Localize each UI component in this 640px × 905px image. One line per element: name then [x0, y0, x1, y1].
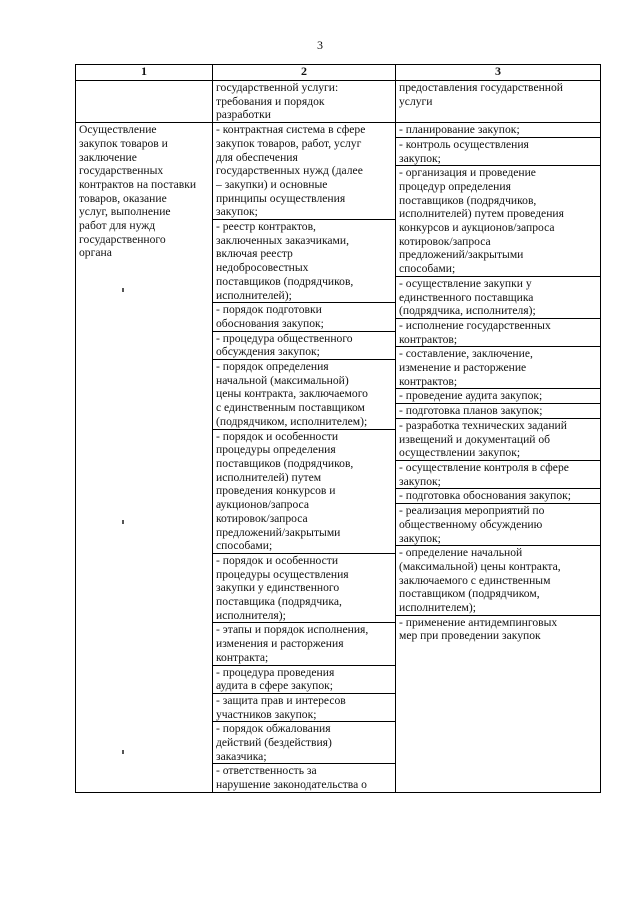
skill-item: - реализация мероприятий по общественному обсуждению закупок;	[396, 504, 600, 546]
activity-cell	[76, 123, 213, 793]
knowledge-item: - контрактная система в сфере закупок товаров, работ, услуг для обеспечения государственных нужд (далее – закупки) и основные принципы осуществления закупок;	[213, 123, 395, 220]
knowledge-item: - порядок подготовки обоснования закупок;	[213, 303, 395, 331]
knowledge-item: - порядок и особенности процедуры осуществления закупки у единственного поставщика (подрядчика, исполнителя);	[213, 554, 395, 624]
header-col3: 3	[396, 65, 601, 81]
continuation-row	[76, 81, 601, 123]
scan-speck	[122, 750, 124, 754]
header-col1: 1	[76, 65, 213, 81]
skill-item: - контроль осуществления закупок;	[396, 138, 600, 166]
continuation-text-col2: государственной услуги: требования и порядок разработки	[216, 81, 339, 122]
page-number: 3	[317, 38, 323, 52]
skill-item: - применение антидемпинговых мер при проведении закупок	[399, 615, 558, 643]
header-row	[76, 65, 601, 81]
skill-item: - осуществление закупки у единственного поставщика (подрядчика, исполнителя);	[396, 277, 600, 319]
competency-table	[75, 64, 601, 793]
activity-text: Осуществление закупок товаров и заключение государственных контрактов на поставки товаров, оказание услуг, выполнение работ для нужд государственного органа	[79, 123, 197, 260]
scan-speck	[122, 288, 124, 292]
continuation-cell-col3	[396, 81, 601, 123]
knowledge-item: - реестр контрактов, заключенных заказчиками, включая реестр недобросовестных поставщиков (подрядчиков, исполнителей);	[213, 220, 395, 303]
skills-cell	[396, 123, 601, 793]
header-col2: 2	[213, 65, 396, 81]
continuation-cell-col1	[76, 81, 213, 123]
procurement-row	[76, 123, 601, 793]
knowledge-item: - этапы и порядок исполнения, изменения и расторжения контракта;	[213, 623, 395, 665]
skills-list	[399, 123, 597, 643]
skill-item: - подготовка планов закупок;	[396, 404, 600, 419]
knowledge-item: - порядок и особенности процедуры определения поставщиков (подрядчиков, исполнителей) путем проведения конкурсов и аукционов/запроса котировок/запроса предложений/закрытыми способами;	[213, 430, 395, 554]
skill-item: - подготовка обоснования закупок;	[396, 489, 600, 504]
skill-item: - определение начальной (максимальной) цены контракта, заключаемого с единственным поставщиком (подрядчиком, исполнителем);	[396, 546, 600, 616]
knowledge-cell	[213, 123, 396, 793]
knowledge-item: - порядок обжалования действий (бездействия) заказчика;	[213, 722, 395, 764]
knowledge-item: - процедура проведения аудита в сфере закупок;	[213, 666, 395, 694]
skill-item: - организация и проведение процедур определения поставщиков (подрядчиков, исполнителей) путем проведения конкурсов и аукционов/запроса котировок/запроса предложений/закрытыми способами;	[396, 166, 600, 277]
continuation-text-col3: предоставления государственной услуги	[399, 81, 563, 108]
skill-item: - исполнение государственных контрактов;	[396, 319, 600, 347]
knowledge-list	[216, 123, 392, 792]
knowledge-item: - защита прав и интересов участников закупок;	[213, 694, 395, 722]
skill-item: - планирование закупок;	[396, 123, 600, 138]
knowledge-item: - процедура общественного обсуждения закупок;	[213, 332, 395, 360]
knowledge-item: - порядок определения начальной (максимальной) цены контракта, заключаемого с единственным поставщиком (подрядчиком, исполнителем);	[213, 360, 395, 430]
skill-item: - осуществление контроля в сфере закупок;	[396, 461, 600, 489]
continuation-cell-col2	[213, 81, 396, 123]
skill-item: - проведение аудита закупок;	[396, 389, 600, 404]
knowledge-item: - ответственность за нарушение законодательства о	[216, 764, 367, 792]
skill-item: - разработка технических заданий извещений и документаций об осуществлении закупок;	[396, 419, 600, 461]
skill-item: - составление, заключение, изменение и расторжение контрактов;	[396, 347, 600, 389]
scan-speck	[122, 520, 124, 524]
